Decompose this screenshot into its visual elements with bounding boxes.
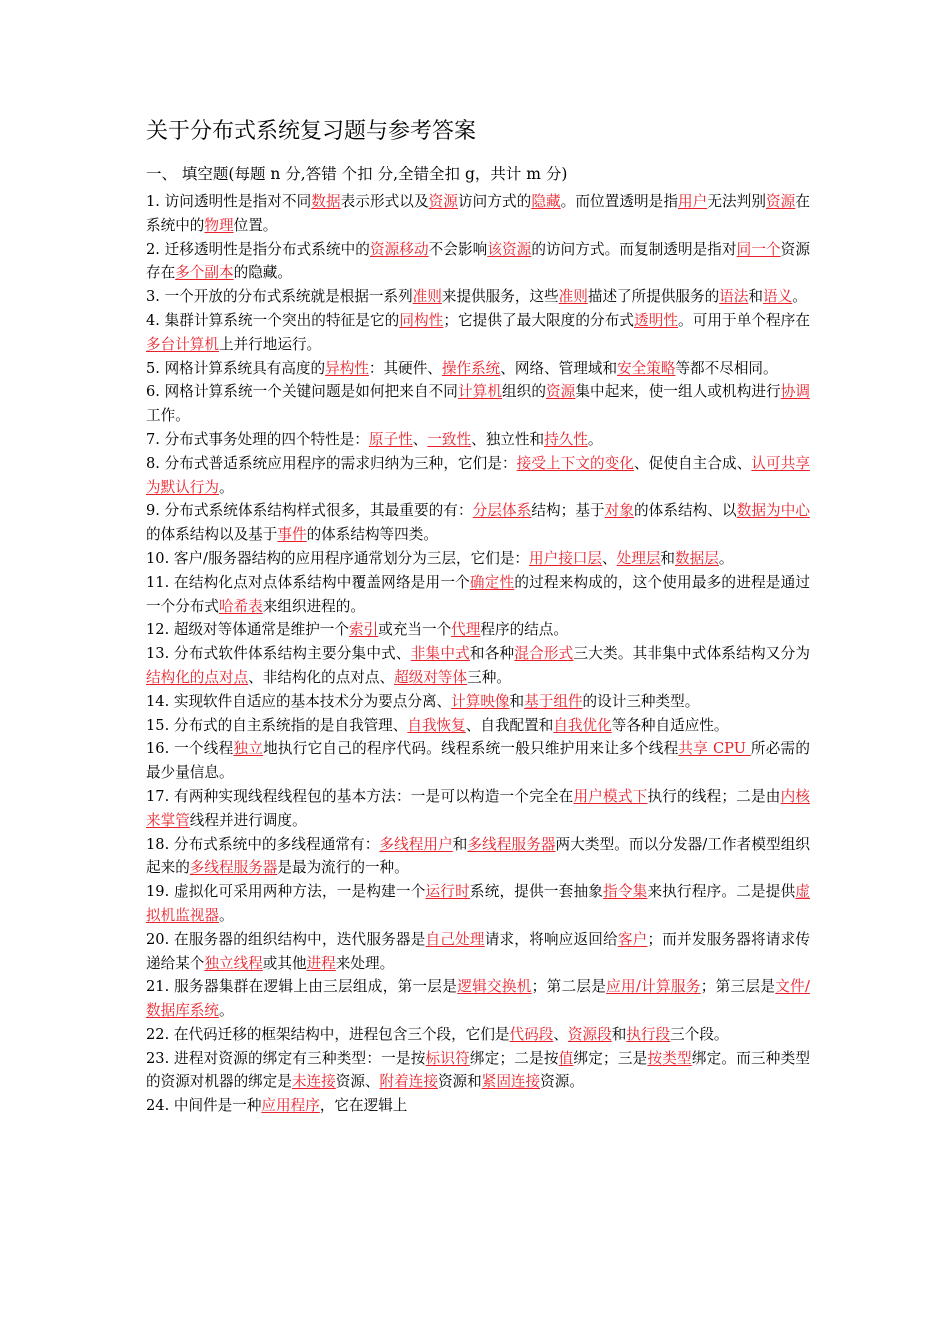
answer-blank: 安全策略: [617, 359, 676, 377]
question-text: 组织的: [502, 383, 547, 401]
answer-blank: 按类型: [647, 1049, 692, 1067]
answer-blank: 索引: [348, 621, 379, 639]
question-text: 的设计三种类型。: [582, 692, 700, 710]
question-item: [146, 975, 810, 1023]
question-text: 无法判别: [707, 193, 766, 210]
answer-blank: 数据为中心: [736, 502, 810, 520]
question-text: 、自我配置和: [465, 716, 554, 734]
question-text: 来执行程序。二是提供: [647, 883, 796, 901]
question-text: 绑定；二是按: [469, 1049, 559, 1067]
answer-blank: 该资源: [487, 240, 532, 258]
question-text: 集中起来，使一组人或机构进行: [575, 383, 781, 401]
question-text: 。: [792, 288, 807, 306]
question-text: 、: [412, 430, 428, 448]
answer-blank: 虚拟机监视器: [146, 883, 810, 924]
answer-blank: 原子性: [368, 430, 413, 448]
question-text: 11. 在结构化点对点体系结构中覆盖网络是用一个: [146, 573, 470, 591]
question-text: 执行的线程；二是由: [647, 787, 781, 805]
question-item: [146, 880, 810, 928]
question-text: 14. 实现软件自适应的基本技术分为要点分离、: [146, 692, 452, 710]
question-item: [146, 1023, 810, 1047]
answer-blank: 用户接口层: [529, 549, 603, 567]
question-item: [146, 380, 810, 428]
question-text: 两大类型。而以分发器/工作者模型组织起来的: [146, 835, 810, 877]
question-text: 地执行它自己的程序代码。线程系统一般只维护用来让多个线程: [263, 740, 679, 758]
question-text: 和: [748, 288, 764, 306]
question-text: ；第三层是: [700, 978, 776, 996]
answer-blank: 确定性: [469, 573, 515, 591]
question-item: [146, 428, 810, 452]
question-text: 和: [452, 835, 468, 853]
answer-blank: 用户: [677, 193, 708, 210]
question-text: 的过程来构成的，这个使用最多的进程是通过一个分布式: [146, 573, 810, 615]
question-text: 、独立性和: [471, 430, 545, 448]
question-text: 绑定。而三种类型的资源对机器的绑定是: [146, 1049, 810, 1091]
question-item: [146, 547, 810, 571]
question-text: 17. 有两种实现线程线程包的基本方法：一是可以构造一个完全在: [146, 787, 574, 805]
answer-blank: 隐藏: [531, 193, 561, 210]
answer-blank: 多线程服务器: [189, 859, 278, 877]
section-heading: 一、 填空题(每题 n 分,答错 个扣 分,全错全扣 g，共计 m 分): [146, 165, 568, 183]
answer-blank: 准则: [558, 288, 588, 306]
question-text: 、网络、管理域和: [500, 359, 618, 377]
answer-blank: 共享 CPU: [678, 740, 751, 758]
question-item: [146, 285, 810, 309]
answer-blank: 资源移动: [369, 240, 429, 258]
answer-blank: 同一个: [736, 240, 781, 258]
question-text: 访问方式的: [457, 193, 532, 210]
question-item: [146, 571, 810, 619]
answer-blank: 多线程用户: [379, 835, 453, 853]
question-text: 系统，提供一套抽象: [469, 883, 604, 901]
answer-blank: 应用/计算服务: [606, 978, 701, 996]
question-text: 绑定；三是: [573, 1049, 648, 1067]
question-item: [146, 833, 810, 881]
question-text: 的体系结构等四类。: [306, 526, 438, 544]
answer-blank: 多台计算机: [146, 335, 219, 353]
question-text: 10. 客户/服务器结构的应用程序通常划分为三层，它们是：: [146, 549, 530, 567]
question-text: 资源存在: [146, 240, 810, 282]
question-text: 3. 一个开放的分布式系统就是根据一系列: [146, 288, 413, 306]
answer-blank: 标识符: [425, 1049, 470, 1067]
question-item: [146, 190, 810, 238]
question-text: 。: [218, 478, 234, 496]
question-text: 等各种自适应性。: [611, 716, 729, 734]
question-text: 18. 分布式系统中的多线程通常有：: [146, 835, 380, 853]
question-text: 线程并进行调度。: [189, 811, 307, 829]
answer-blank: 用户模式下: [573, 787, 648, 805]
question-text: 请求，将响应返回给: [484, 930, 618, 948]
question-text: 、非结构化的点对点、: [248, 668, 395, 686]
answer-blank: 计算映像: [451, 692, 510, 710]
answer-blank: 接受上下文的变化: [516, 454, 635, 472]
question-text: 22. 在代码迁移的框架结构中，进程包含三个段，它们是: [146, 1025, 510, 1043]
question-item: [146, 452, 810, 500]
answer-blank: 混合形式: [514, 645, 574, 663]
question-text: 描述了所提供服务的: [587, 288, 720, 306]
question-text: 的体系结构、以: [634, 502, 737, 520]
question-item: [146, 499, 810, 547]
question-text: 的访问方式。而复制透明是指对: [531, 240, 737, 258]
answer-blank: 资源段: [567, 1025, 612, 1043]
question-text: 三大类。其非集中式体系结构又分为: [573, 645, 810, 663]
question-text: 在系统中的: [146, 193, 810, 234]
answer-blank: 事件: [277, 526, 307, 544]
answer-blank: 同构性: [399, 311, 444, 329]
answer-blank: 数据: [311, 193, 341, 210]
answer-blank: 指令集: [603, 883, 648, 901]
answer-blank: 准则: [412, 288, 442, 306]
question-item: [146, 928, 810, 976]
answer-blank: 运行时: [425, 883, 470, 901]
question-text: 、促使自主合成、: [634, 454, 752, 472]
question-text: 三个段。: [670, 1025, 729, 1043]
question-text: 资源。: [540, 1073, 584, 1091]
answer-blank: 异构性: [325, 359, 369, 377]
answer-blank: 数据层: [675, 549, 719, 567]
question-text: 。: [218, 1002, 234, 1020]
question-text: 。: [718, 549, 734, 567]
question-text: 的隐藏。: [233, 264, 292, 282]
question-text: 表示形式以及: [340, 193, 429, 210]
question-text: 来组织进程的。: [262, 597, 365, 615]
answer-blank: 持久性: [544, 430, 588, 448]
answer-blank: 独立: [233, 740, 264, 758]
answer-blank: 文件/数据库系统: [146, 978, 810, 1020]
question-text: 程序的结点。: [480, 621, 568, 639]
question-text: 。: [218, 906, 234, 924]
question-text: 所必需的最少量信息。: [146, 740, 810, 782]
question-text: 资源和: [437, 1073, 482, 1091]
question-text: 和各种: [469, 645, 515, 663]
question-text: 或充当一个: [378, 621, 452, 639]
question-text: 等都不尽相同。: [675, 359, 778, 377]
question-text: 15. 分布式的自主系统指的是自我管理、: [146, 716, 408, 734]
question-text: 三种。: [467, 668, 511, 686]
question-item: [146, 309, 810, 357]
question-text: 或其他: [262, 954, 307, 972]
answer-blank: 多线程服务器: [467, 835, 556, 853]
answer-blank: 多个副本: [175, 264, 234, 282]
question-text: 。: [587, 430, 603, 448]
answer-blank: 自我优化: [553, 716, 612, 734]
answer-blank: 值: [558, 1049, 574, 1067]
answer-blank: 资源: [546, 383, 576, 401]
answer-blank: 逻辑交换机: [457, 978, 532, 996]
question-text: 1. 访问透明性是指对不同: [146, 193, 312, 210]
question-text: 不会影响: [428, 240, 488, 258]
question-text: ；它提供了最大限度的分布式: [443, 311, 635, 329]
answer-blank: 应用程序: [261, 1097, 320, 1115]
question-text: 16. 一个线程: [146, 740, 234, 758]
question-text: 。而位置透明是指: [560, 193, 678, 210]
question-text: 工作。: [146, 407, 190, 425]
question-text: 是最为流行的一种。: [277, 859, 409, 877]
answer-blank: 自己处理: [425, 930, 485, 948]
question-item: [146, 357, 810, 381]
question-text: 上并行地运行。: [218, 335, 322, 353]
answer-blank: 物理: [204, 216, 234, 234]
answer-blank: 超级对等体: [394, 668, 468, 686]
question-text: 来处理。: [335, 954, 395, 972]
answer-blank: 非集中式: [410, 645, 470, 663]
answer-blank: 内核来掌管: [146, 787, 810, 829]
question-item: [146, 714, 810, 738]
answer-blank: 结构化的点对点: [146, 668, 249, 686]
answer-blank: 协调: [780, 383, 810, 401]
question-text: ：其硬件、: [368, 359, 442, 377]
answer-blank: 计算机: [457, 383, 502, 401]
answer-blank: 哈希表: [218, 597, 263, 615]
question-text: 13. 分布式软件体系结构主要分集中式、: [146, 645, 411, 663]
question-text: 。可用于单个程序在: [678, 311, 810, 329]
question-text: 20. 在服务器的组织结构中，迭代服务器是: [146, 930, 426, 948]
answer-blank: 资源: [766, 193, 796, 210]
answer-blank: 客户: [617, 930, 648, 948]
question-text: 24. 中间件是一种: [146, 1097, 262, 1115]
answer-blank: 分层体系: [472, 502, 532, 520]
answer-blank: 代理: [451, 621, 481, 639]
question-text: 结构；基于: [531, 502, 605, 520]
answer-blank: 认可共享为默认行为: [146, 454, 810, 496]
question-text: 的体系结构以及基于: [146, 526, 278, 544]
answer-blank: 代码段: [509, 1025, 554, 1043]
answer-blank: 基于组件: [524, 692, 583, 710]
question-text: 、: [553, 1025, 568, 1043]
question-text: 5. 网格计算系统具有高度的: [146, 359, 326, 377]
question-text: 9. 分布式系统体系结构样式很多，其最重要的有：: [146, 502, 473, 520]
question-item: [146, 618, 810, 642]
question-text: 和: [611, 1025, 627, 1043]
answer-blank: 紧固连接: [481, 1073, 541, 1091]
answer-blank: 操作系统: [441, 359, 501, 377]
question-item: [146, 238, 810, 286]
question-text: ；而并发服务器将请求传递给某个: [146, 930, 810, 972]
question-text: 21. 服务器集群在逻辑上由三层组成，第一层是: [146, 978, 458, 996]
question-text: 来提供服务，这些: [441, 288, 559, 306]
question-text: 19. 虚拟化可采用两种方法，一是构建一个: [146, 883, 426, 901]
answer-blank: 语法: [719, 288, 749, 306]
answer-blank: 对象: [604, 502, 635, 520]
question-item: [146, 642, 810, 690]
answer-blank: 一致性: [427, 430, 472, 448]
question-text: 7. 分布式事务处理的四个特性是：: [146, 430, 369, 448]
answer-blank: 语义: [763, 288, 793, 306]
question-text: 和: [660, 549, 676, 567]
question-text: 位置。: [233, 216, 278, 234]
question-text: 4. 集群计算系统一个突出的特征是它的: [146, 311, 400, 329]
answer-blank: 资源: [428, 193, 458, 210]
question-item: [146, 690, 810, 714]
question-text: 、: [602, 549, 617, 567]
document-title: 关于分布式系统复习题与参考答案: [146, 119, 477, 144]
question-text: 23. 进程对资源的绑定有三种类型：一是按: [146, 1049, 426, 1067]
answer-blank: 附着连接: [379, 1073, 438, 1091]
question-text: 资源、: [335, 1073, 380, 1091]
answer-blank: 透明性: [634, 311, 679, 329]
question-item: [146, 785, 810, 833]
question-text: 和: [509, 692, 525, 710]
question-list: [146, 190, 810, 1118]
question-item: [146, 1094, 810, 1118]
question-item: [146, 1047, 810, 1095]
answer-blank: 处理层: [616, 549, 661, 567]
question-text: 2. 迁移透明性是指分布式系统中的: [146, 240, 370, 258]
answer-blank: 独立线程: [204, 954, 263, 972]
question-item: [146, 737, 810, 785]
question-text: ；第二层是: [531, 978, 607, 996]
answer-blank: 执行段: [626, 1025, 671, 1043]
question-text: 12. 超级对等体通常是维护一个: [146, 621, 349, 639]
question-text: ，它在逻辑上: [319, 1097, 408, 1115]
answer-blank: 未连接: [291, 1073, 336, 1091]
question-text: 6. 网格计算系统一个关键问题是如何把来自不同: [146, 383, 458, 401]
question-text: 8. 分布式普适系统应用程序的需求归纳为三种，它们是：: [146, 454, 517, 472]
answer-blank: 进程: [306, 954, 336, 972]
answer-blank: 自我恢复: [407, 716, 466, 734]
